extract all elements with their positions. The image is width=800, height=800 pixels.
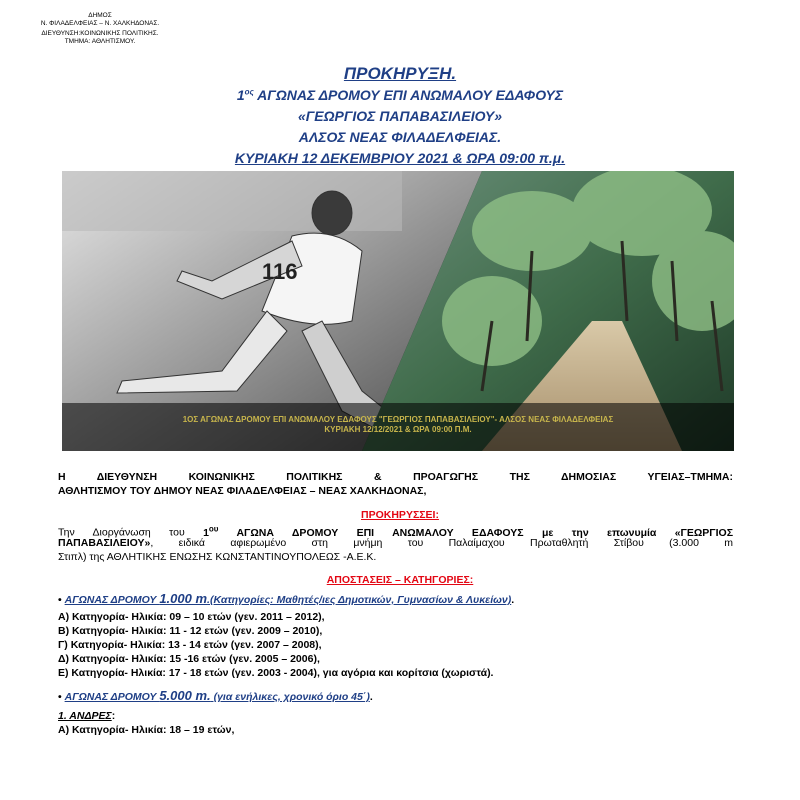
list-item: Δ) Κατηγορία- Ηλικία: 15 -16 ετών (γεν. 2005 – 2006), [58, 653, 320, 665]
poster-caption-line1: 1ΟΣ ΑΓΩΝΑΣ ΔΡΟΜΟΥ ΕΠΙ ΑΝΩΜΑΛΟΥ ΕΔΑΦΟΥΣ "ΓΕΩΡΓΙΟΣ ΠΑΠΑΒΑΣΙΛΕΙΟΥ"- ΑΛΣΟΣ ΝΕΑΣ ΦΙΛΑΔΕΛΦΕΙΑΣ [182, 415, 614, 424]
race-1000m-heading [58, 592, 514, 607]
proclaims-dedication: , ειδικά αφιερωμένο στη μνήμη του Παλαίμαχου Πρωταθλητή Στίβου (3.000 m [150, 537, 733, 549]
municipality-label: ΔΗΜΟΣ [88, 12, 112, 19]
event-venue: ΑΛΣΟΣ ΝΕΑΣ ΦΙΛΑΔΕΛΦΕΙΑΣ. [298, 129, 502, 145]
event-poster-image [62, 171, 734, 451]
proclaims-ordinal: 1 [203, 526, 209, 539]
document-title: ΠΡΟΚΗΡΥΞΗ. [343, 64, 457, 83]
proclaims-text: Την Διοργάνωση του [58, 526, 204, 539]
list-item: Β) Κατηγορία- Ηλικία: 11 - 12 ετών (γεν. 2009 – 2010), [58, 625, 323, 637]
proclaims-event-name: ΑΓΩΝΑ ΔΡΟΜΟΥ ΕΠΙ ΑΝΩΜΑΛΟΥ ΕΔΑΦΟΥΣ με την επωνυμία «ΓΕΩΡΓΙΟΣ [218, 526, 733, 539]
proclaims-ordinal-suffix: ου [208, 524, 219, 533]
proclaims-heading: ΠΡΟΚΗΡΥΣΣΕΙ: [361, 509, 439, 521]
men-heading [58, 709, 115, 723]
event-ordinal-suffix: ος [244, 87, 254, 97]
race-5000m-distance: 5.000 m. [159, 688, 211, 703]
poster-caption-line2: ΚΥΡΙΑΚΗ 12/12/2021 & ΩΡΑ 09:00 Π.Μ. [324, 425, 472, 434]
event-honoree: «ΓΕΩΡΓΙΟΣ ΠΑΠΑΒΑΣΙΛΕΙΟΥ» [297, 108, 503, 124]
men-list [58, 723, 234, 737]
event-title-line [0, 87, 800, 103]
department-label: ΔΙΕΥΘΥΝΣΗ:ΚΟΙΝΩΝΙΚΗΣ ΠΟΛΙΤΙΚΗΣ. [41, 30, 159, 37]
race-1000m-label: ΑΓΩΝΑΣ ΔΡΟΜΟΥ [64, 594, 160, 606]
race-1000m-categories: .(Κατηγορίες: Μαθητές/ιες Δημοτικών, Γυμνασίων & Λυκείων) [207, 594, 512, 606]
bullet-icon: • [58, 691, 62, 703]
runner-bib-number: 116 [262, 259, 298, 284]
event-datetime: ΚΥΡΙΑΚΗ 12 ΔΕΚΕΜΒΡΙΟΥ 2021 & ΩΡΑ 09:00 π.μ. [234, 150, 566, 166]
event-name: ΑΓΩΝΑΣ ΔΡΟΜΟΥ ΕΠΙ ΑΝΩΜΑΛΟΥ ΕΔΑΦΟΥΣ [253, 87, 564, 103]
men-label: 1. ΑΝΔΡΕΣ [58, 710, 112, 722]
bullet-icon: • [58, 594, 62, 606]
race-1000m-list [58, 610, 493, 680]
department-header [0, 30, 200, 45]
proclaims-paragraph-line3: Στιπλ) της ΑΘΛΗΤΙΚΗΣ ΕΝΩΣΗΣ ΚΩΝΣΤΑΝΤΙΝΟΥΠΟΛΕΩΣ -Α.Ε.Κ. [58, 551, 377, 563]
list-item: Γ) Κατηγορία- Ηλικία: 13 - 14 ετών (γεν. 2007 – 2008), [58, 639, 322, 651]
list-item: Α) Κατηγορία- Ηλικία: 09 – 10 ετών (γεν. 2011 – 2012), [58, 611, 325, 623]
section-label: ΤΜΗΜΑ: ΑΘΛΗΤΙΣΜΟΥ. [64, 37, 136, 45]
list-item: Ε) Κατηγορία- Ηλικία: 17 - 18 ετών (γεν. 2003 - 2004), για αγόρια και κορίτσια (χωριστά). [58, 667, 494, 679]
proclaims-paragraph-line2 [58, 536, 733, 550]
municipality-name: Ν. ΦΙΛΑΔΕΛΦΕΙΑΣ – Ν. ΧΑΛΚΗΔΟΝΑΣ. [40, 19, 160, 27]
proclaims-honoree: ΠΑΠΑΒΑΣΙΛΕΙΟΥ» [58, 537, 151, 549]
race-1000m-distance: 1.000 m [159, 591, 208, 606]
men-colon: : [111, 710, 116, 722]
list-item: Α) Κατηγορία- Ηλικία: 18 – 19 ετών, [58, 724, 235, 736]
race-1000m-period: . [511, 594, 515, 606]
intro-line1: Η ΔΙΕΥΘΥΝΣΗ ΚΟΙΝΩΝΙΚΗΣ ΠΟΛΙΤΙΚΗΣ & ΠΡΟΑΓΩΓΗΣ ΤΗΣ ΔΗΜΟΣΙΑΣ ΥΓΕΙΑΣ–ΤΜΗΜΑ: [58, 471, 733, 483]
municipality-header [0, 12, 200, 27]
race-5000m-heading [58, 689, 373, 704]
race-5000m-period: . [369, 691, 373, 703]
categories-heading: ΑΠΟΣΤΑΣΕΙΣ – ΚΑΤΗΓΟΡΙΕΣ: [326, 574, 474, 586]
race-5000m-note: (για ενήλικες, χρονικό όριο 45΄) [210, 691, 370, 703]
event-ordinal: 1 [236, 87, 245, 103]
intro-line2: ΑΘΛΗΤΙΣΜΟΥ ΤΟΥ ΔΗΜΟΥ ΝΕΑΣ ΦΙΛΑΔΕΛΦΕΙΑΣ – ΝΕΑΣ ΧΑΛΚΗΔΟΝΑΣ, [58, 485, 427, 497]
race-5000m-label: ΑΓΩΝΑΣ ΔΡΟΜΟΥ [64, 691, 160, 703]
